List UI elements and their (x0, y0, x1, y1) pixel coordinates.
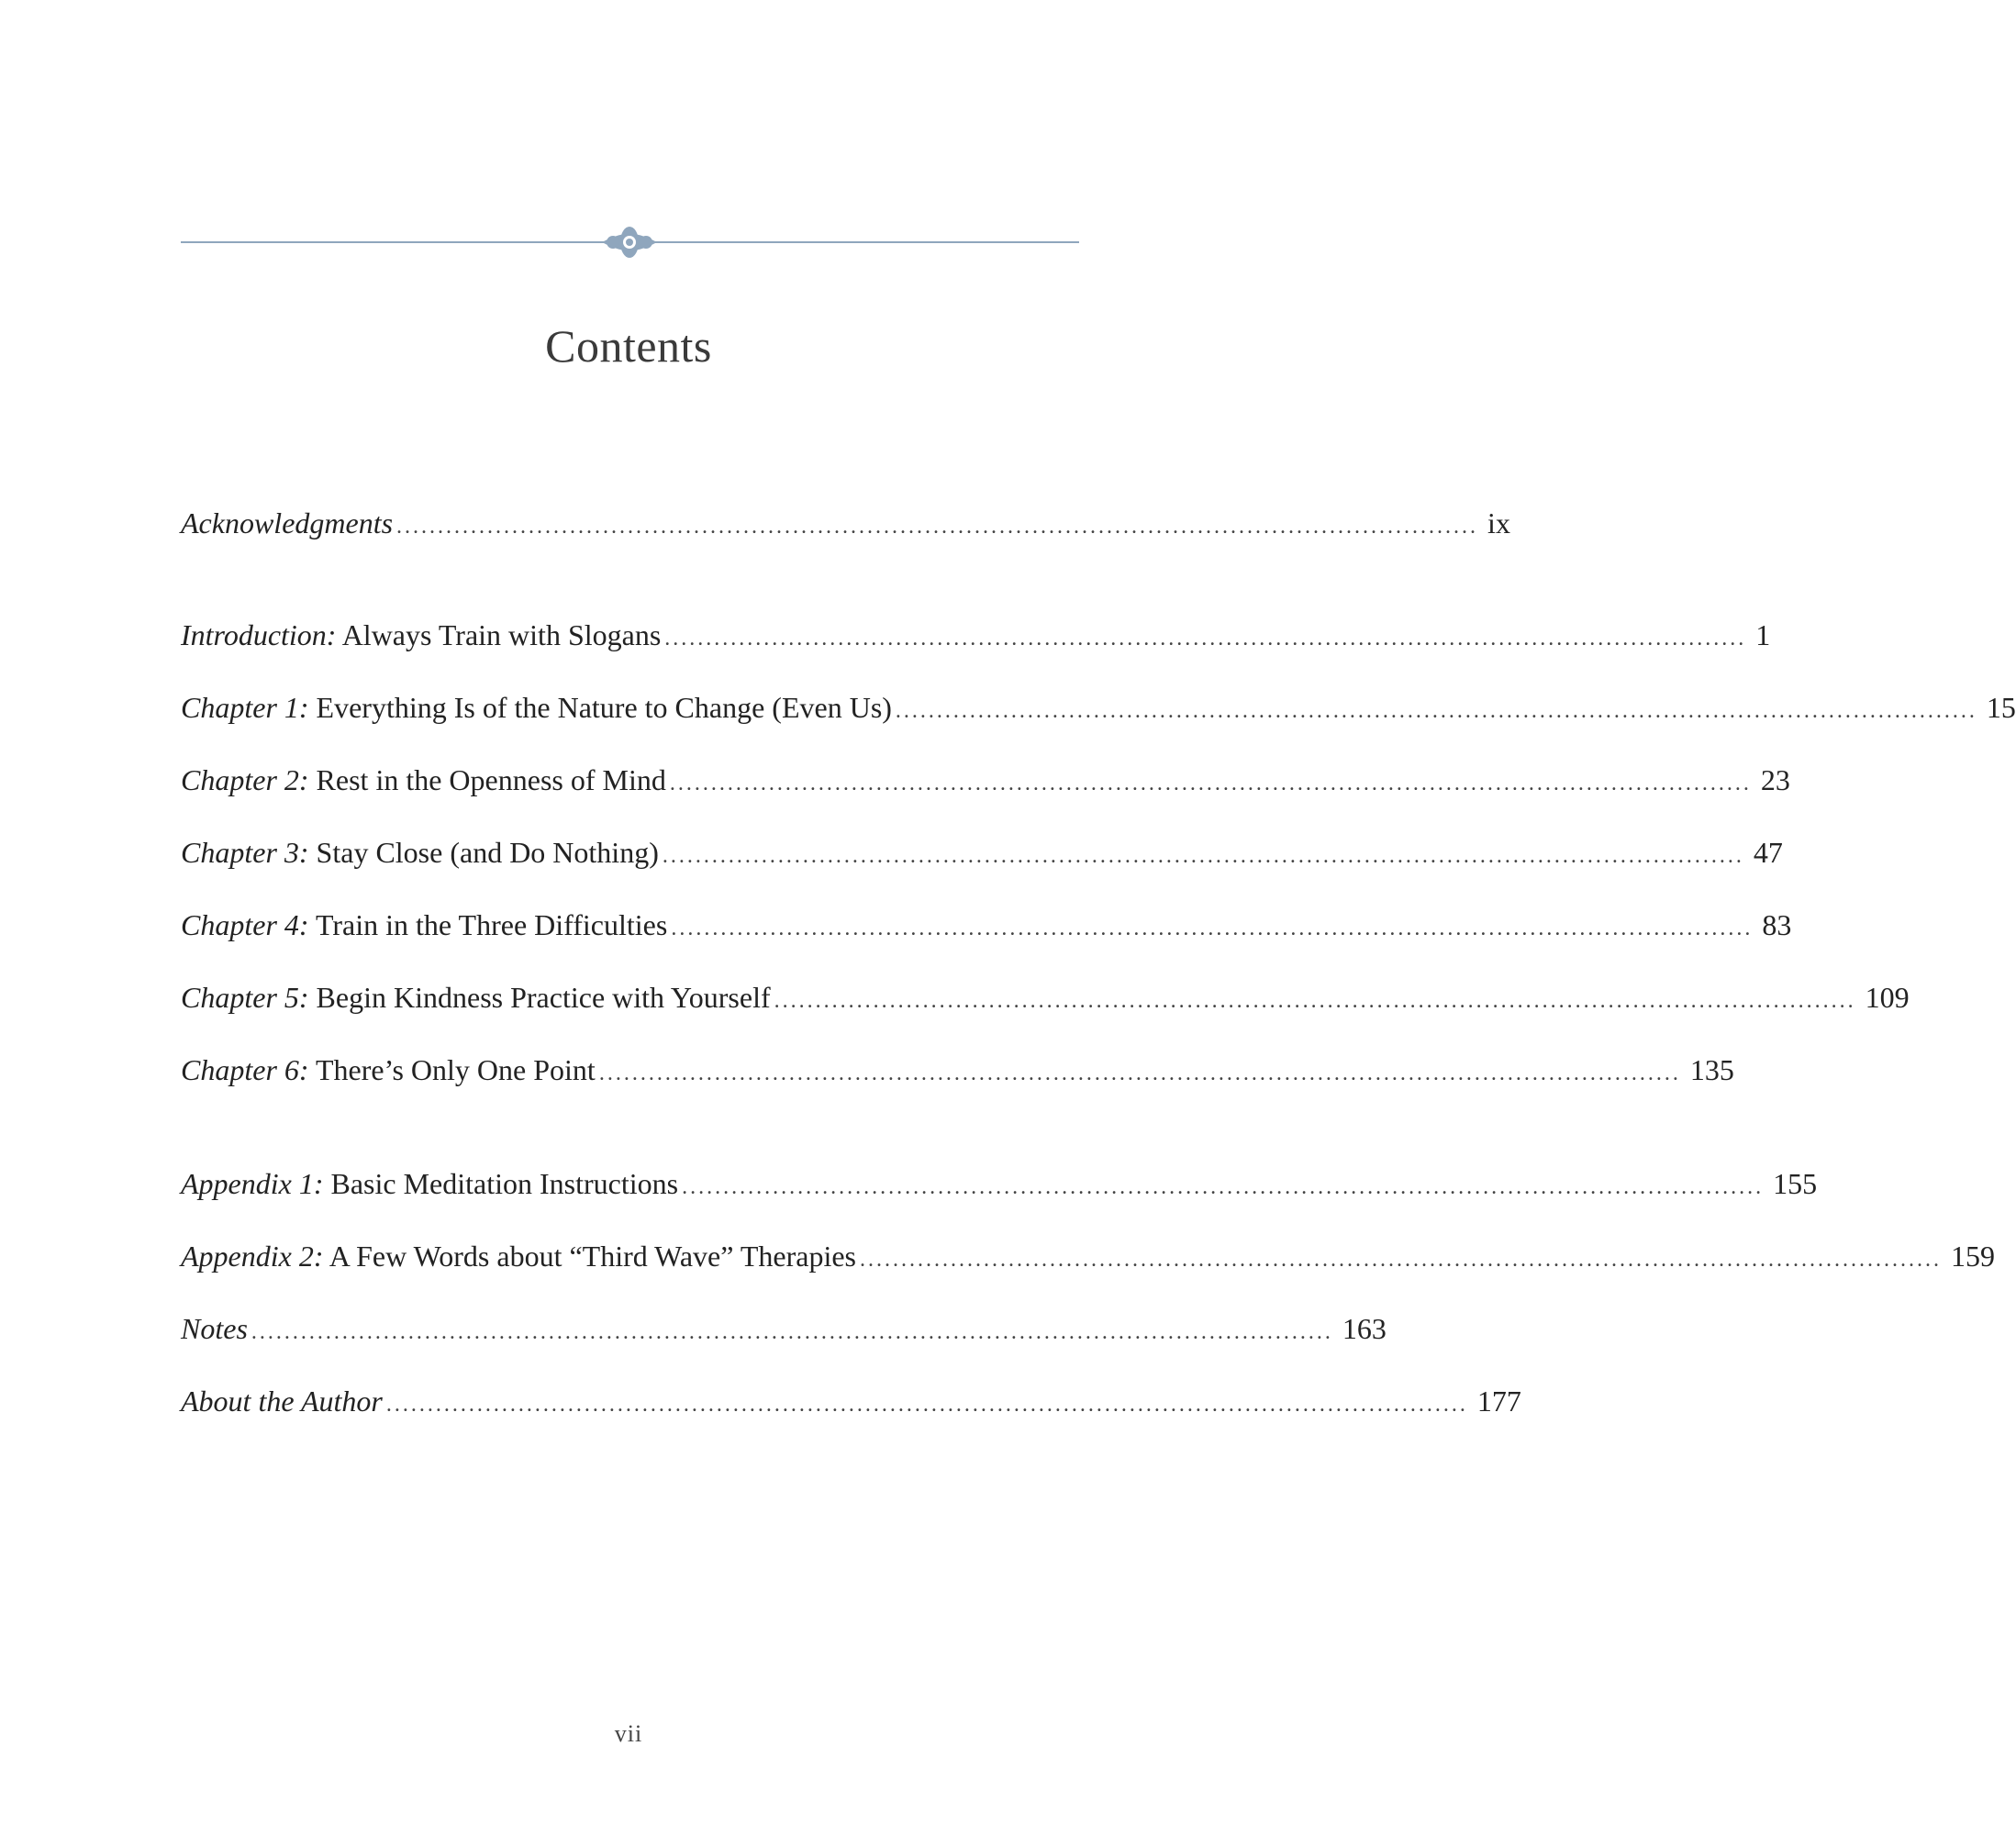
toc-entry-page: 159 (1951, 1240, 1995, 1273)
toc-entry-notes[interactable] (181, 1308, 1387, 1349)
toc-entry-label: Notes (181, 1312, 248, 1345)
toc-entry-label: Chapter 3: (181, 836, 309, 869)
toc-entry-acknowledgments[interactable] (181, 503, 1510, 543)
toc-entry-page: 47 (1753, 836, 1783, 869)
toc-entry-chapter-1[interactable] (181, 687, 2016, 728)
toc-entry-label: Appendix 1: (181, 1167, 324, 1200)
toc-entry-title: Begin Kindness Practice with Yourself (308, 981, 771, 1014)
toc-entry-page: 23 (1760, 763, 1790, 796)
toc-entry-page: 109 (1865, 981, 1910, 1014)
toc-entry-title: Train in the Three Difficulties (308, 908, 668, 941)
dot-leader: ................................................................................................................................... (396, 515, 1479, 539)
dot-leader: ................................................................................................................................... (671, 917, 1754, 940)
toc-entry-title: Stay Close (and Do Nothing) (308, 836, 659, 869)
toc-entry-introduction[interactable] (181, 615, 1771, 655)
dot-leader: ................................................................................................................................... (598, 1062, 1681, 1085)
toc-entry-chapter-3[interactable] (181, 832, 1783, 873)
toc-entry-label: Chapter 1: (181, 691, 309, 724)
dot-leader: ................................................................................................................................... (860, 1248, 1942, 1272)
toc-entry-label: Appendix 2: (181, 1240, 324, 1273)
toc-entry-label: Chapter 4: (181, 908, 309, 941)
dot-leader: ................................................................................................................................... (895, 699, 1977, 723)
toc-entry-label: Introduction: (181, 618, 337, 651)
toc-entry-title: Everything Is of the Nature to Change (Even Us) (308, 691, 892, 724)
toc-entry-page: 135 (1689, 1053, 1734, 1086)
toc-entry-appendix-2[interactable] (181, 1236, 1995, 1276)
toc-entry-page: 15 (1986, 691, 2016, 724)
toc-entry-title: Always Train with Slogans (336, 618, 662, 651)
header-ornament (181, 224, 1079, 261)
toc-entry-title: Rest in the Openness of Mind (308, 763, 666, 796)
page-number: vii (614, 1720, 643, 1747)
dot-leader: ................................................................................................................................... (251, 1320, 1333, 1344)
toc-entry-chapter-5[interactable] (181, 977, 1910, 1018)
toc-entry-page: 163 (1342, 1312, 1387, 1345)
toc-entry-page: ix (1487, 506, 1510, 539)
toc-entry-label: Acknowledgments (181, 506, 394, 539)
page-title: Contents (545, 320, 712, 372)
toc-entry-label: Chapter 2: (181, 763, 309, 796)
toc-entry-about-the-author[interactable] (181, 1381, 1521, 1421)
dot-leader: ................................................................................................................................... (669, 772, 1752, 795)
dot-leader: ................................................................................................................................... (774, 989, 1856, 1013)
toc-entry-title: There’s Only One Point (308, 1053, 596, 1086)
dot-leader: ................................................................................................................................... (664, 627, 1747, 651)
dot-leader: ................................................................................................................................... (385, 1393, 1468, 1417)
toc-entry-label: About the Author (181, 1385, 383, 1418)
toc-entry-page: 155 (1773, 1167, 1818, 1200)
toc-entry-page: 83 (1762, 908, 1792, 941)
dot-leader: ................................................................................................................................... (682, 1175, 1765, 1199)
toc-entry-chapter-2[interactable] (181, 760, 1790, 800)
lotus-ornament-icon (602, 224, 657, 261)
toc-entry-label: Chapter 6: (181, 1053, 309, 1086)
toc-entry-title: A Few Words about “Third Wave” Therapies (323, 1240, 856, 1273)
toc-entry-label: Chapter 5: (181, 981, 309, 1014)
toc-entry-chapter-6[interactable] (181, 1050, 1734, 1090)
toc-entry-chapter-4[interactable] (181, 905, 1792, 945)
toc-entry-page: 1 (1755, 618, 1771, 651)
dot-leader: ................................................................................................................................... (662, 844, 1744, 868)
toc-entry-page: 177 (1476, 1385, 1521, 1418)
toc-entry-title: Basic Meditation Instructions (323, 1167, 679, 1200)
toc-entry-appendix-1[interactable] (181, 1163, 1818, 1204)
